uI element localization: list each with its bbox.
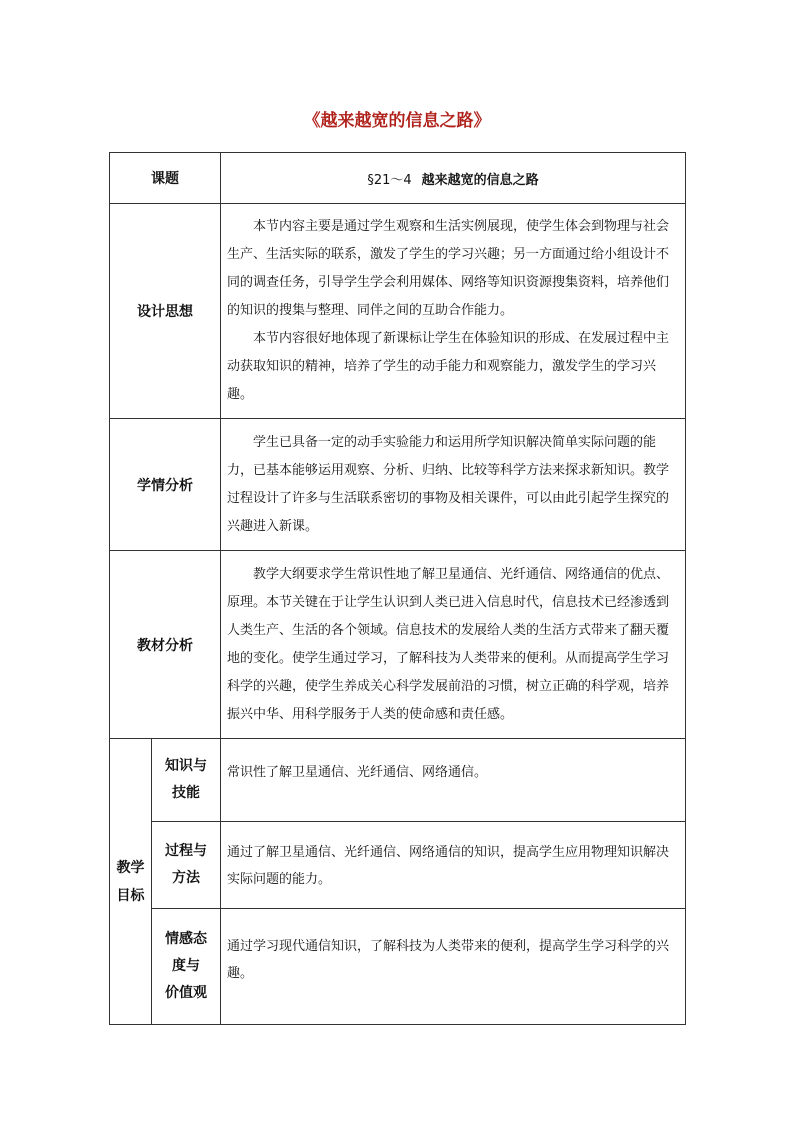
emotion-text: 通过学习现代通信知识，了解科技为人类带来的便利，提高学生学习科学的兴趣。 <box>221 909 686 1025</box>
emotion-label-line2: 度与 <box>172 958 200 974</box>
knowledge-text: 常识性了解卫星通信、光纤通信、网络通信。 <box>221 739 686 822</box>
learner-label: 学情分析 <box>110 419 221 551</box>
material-content <box>221 551 686 739</box>
lesson-plan-table <box>109 152 686 1025</box>
goals-label <box>110 739 152 1025</box>
design-content <box>221 204 686 419</box>
material-row <box>110 551 686 739</box>
learner-row <box>110 419 686 551</box>
design-paragraph-2: 本节内容很好地体现了新课标让学生在体验知识的形成、在发展过程中主动获取知识的精神，培养了学生的动手能力和观察能力，激发学生的学习兴趣。 <box>227 331 670 402</box>
goals-label-line1: 教学 <box>116 859 145 876</box>
process-text: 通过了解卫星通信、光纤通信、网络通信的知识，提高学生应用物理知识解决实际问题的能力。 <box>221 822 686 909</box>
design-row <box>110 204 686 419</box>
process-label <box>152 822 221 909</box>
topic-row <box>110 153 686 204</box>
learner-paragraph: 学生已具备一定的动手实验能力和运用所学知识解决简单实际问题的能力，已基本能够运用观察、分析、归纳、比较等科学方法来探求新知识。教学过程设计了许多与生活联系密切的事物及相关课件，可以由此引起学生探究的兴趣进入新课。 <box>227 434 670 534</box>
goal-emotion-row <box>110 909 686 1025</box>
emotion-label-line1: 情感态 <box>165 931 207 947</box>
knowledge-label <box>152 739 221 822</box>
topic-section: §21～4 <box>367 172 412 188</box>
material-label: 教材分析 <box>110 551 221 739</box>
topic-value <box>221 153 686 204</box>
process-label-line1: 过程与 <box>165 843 207 859</box>
document-title: 《越来越宽的信息之路》 <box>303 111 491 131</box>
design-paragraph-1: 本节内容主要是通过学生观察和生活实例展现，使学生体会到物理与社会生产、生活实际的联系，激发了学生的学习兴趣；另一方面通过给小组设计不同的调查任务，引导学生学会利用媒体、网络等知识资源搜集资料，培养他们的知识的搜集与整理、同伴之间的互助合作能力。 <box>227 219 670 318</box>
material-paragraph: 教学大纲要求学生常识性地了解卫星通信、光纤通信、网络通信的优点、原理。本节关键在于让学生认识到人类已进入信息时代，信息技术已经渗透到人类生产、生活的各个领域。信息技术的发展给人类的生活方式带来了翻天覆地的变化。使学生通过学习，了解科技为人类带来的便利。从而提高学生学习科学的兴趣，使学生养成关心科学发展前沿的习惯，树立正确的科学观，培养振兴中华、用科学服务于人类的使命感和责任感。 <box>227 566 670 722</box>
goal-process-row <box>110 822 686 909</box>
process-label-line2: 方法 <box>172 870 200 886</box>
knowledge-label-line2: 技能 <box>172 785 200 801</box>
goals-label-line2: 目标 <box>116 887 145 904</box>
emotion-label <box>152 909 221 1025</box>
goal-knowledge-row <box>110 739 686 822</box>
topic-label: 课题 <box>110 153 221 204</box>
knowledge-label-line1: 知识与 <box>165 758 207 774</box>
topic-name: 越来越宽的信息之路 <box>421 172 539 188</box>
design-label: 设计思想 <box>110 204 221 419</box>
learner-content <box>221 419 686 551</box>
emotion-label-line3: 价值观 <box>165 985 207 1001</box>
